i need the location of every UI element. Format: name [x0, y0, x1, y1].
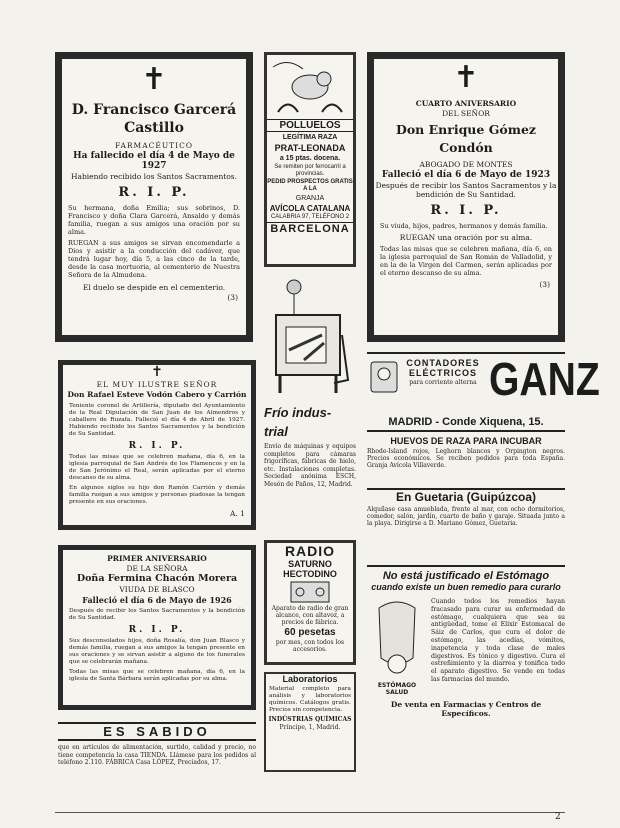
ad-line: PEDID PROSPECTOS GRATIS A LA [267, 179, 353, 192]
obituary-body-3: RUEGAN una oración por su alma. [399, 233, 533, 242]
ad-title: Laboratorios [282, 674, 338, 684]
obituary-role: FARMACÉUTICO [114, 141, 194, 150]
obituary-name: Doña Fermina Chacón Morera [76, 573, 238, 584]
cross-icon: ✝ [151, 364, 163, 380]
polluelos-ad [264, 52, 356, 267]
laboratorios-ad [264, 672, 356, 772]
fridge-illustration [264, 275, 356, 400]
obituary-pre: PRIMER ANIVERSARIO [107, 554, 207, 563]
bottle-icon [369, 598, 425, 678]
ad-body-2: por mes, con todos los accesorios. [275, 639, 345, 653]
obituary-body-3: Todas las misas que se celebren mañana, día 6, en la iglesia de Santa Bárbara serán aplicadas por su alma. [69, 669, 245, 682]
rip-label: R. I. P. [430, 203, 502, 218]
ad-body: Envío de máquinas y equipos completos para cámaras frigoríficas, fábricas de hielo, etc. Instalaciones completas. Sociedad anónima ESCH, Mesón de Paños, 12, Madrid. [264, 443, 356, 488]
obituary-pre: CUARTO ANIVERSARIO [415, 99, 517, 108]
ad-line: PRAT-LEONADA [274, 143, 346, 153]
ad-title: RADIO [284, 543, 336, 559]
ad-line: GRANJA [295, 195, 325, 202]
frio-industrial-ad [264, 402, 356, 537]
obituary-body-2: Sus desconsolados hijos, doña Rosalía, don Juan Blasco y demás familia, ruegan a sus amigos la tengan presente en sus oraciones y se sirvan asistir a alguno de los funerales que se celebrarán mañana. [69, 638, 245, 665]
ad-title: HUEVOS DE RAZA PARA INCUBAR [390, 436, 542, 446]
obituary-sub: ABOGADO DE MONTES [419, 160, 513, 169]
obituary-pre-2: DE LA SEÑORA [126, 564, 188, 573]
obituary-note: El duelo se despide en el cementerio. [82, 283, 226, 292]
ad-title-2: cuando existe un buen remedio para curarlo [371, 582, 561, 592]
ad-line: CALABRIA 97, TELÉFONO 2 [270, 214, 350, 220]
obituary-body: Después de recibir los Santos Sacramentos y la bendición de Su Santidad. [69, 608, 245, 621]
obituary-body-4: Todas las misas que se celebren mañana, día 6, en la iglesia parroquial de San Román de Valladolid, y en la de la Virgen del Carmen, serán aplicadas por el eterno descanso de su alma. [380, 245, 552, 277]
obituary-name: Don Rafael Esteve Vodón Cabero y Carrión [67, 390, 247, 399]
ad-line: ELÉCTRICOS [408, 368, 477, 378]
radio-model: HECTODINO [283, 569, 337, 579]
refrigerator-icon [264, 275, 356, 400]
badge-label-2: SALUD [385, 689, 409, 696]
obituary-body-2: Todas las misas que se celebren mañana, día 6, en la iglesia parroquial de San Andrés de los Flamencos y en la de San Jerónimo el Real, serán aplicadas por el eterno descanso de su alma. [69, 454, 245, 481]
obituary-name: D. Francisco Garcerá Castillo [71, 102, 237, 136]
ad-line: a 15 ptas. docena. [279, 155, 341, 162]
obituary-sacraments: Habiendo recibido los Santos Sacramentos. [70, 172, 238, 181]
ad-city: BARCELONA [267, 222, 353, 235]
ad-line: Se remiten por ferrocarril a provincias. [274, 164, 346, 177]
rip-label: R. I. P. [128, 625, 186, 635]
ad-body: Material completo para análisis y laboratorios químicos. Catálogos gratis. Precios sin competencia. [269, 686, 351, 713]
obituary-chacon [58, 545, 256, 710]
ad-line: CONTADORES [406, 358, 480, 368]
ad-line: AVÍCOLA CATALANA [269, 204, 351, 213]
page-number: 2 [555, 812, 561, 822]
obituary-body: Después de recibir los Santos Sacramentos y la bendición de Su Santidad. [375, 181, 557, 199]
footer-rule [55, 812, 565, 813]
obituary-body: Su hermana, doña Emilia; sus sobrinos, D. Francisco y doña Clara Garcerá, Ansaldo y demás familia, ruegan a sus amigos una oración por su alma. [68, 204, 240, 236]
obituary-died: Ha fallecido el día 4 de Mayo de 1927 [73, 151, 235, 171]
obituary-number: (3) [539, 280, 550, 289]
rip-label: R. I. P. [118, 185, 190, 200]
ad-title: En Guetaria (Guipúzcoa) [395, 490, 536, 504]
obituary-body-2: RUEGAN a sus amigos se sirvan encomendarle a Dios y asistir a la conducción del cadáver, que tendrá lugar hoy, día 5, a las cinco de la tarde, desde la casa mortuoria, al cementerio de Nuestra Señora de la Almudena. [68, 239, 240, 279]
ad-line: LEGÍTIMA RAZA [282, 134, 338, 141]
obituary-name: Don Enrique Gómez Condón [396, 122, 536, 155]
ad-footer: INDÚSTRIAS QUÍMICAS [268, 716, 352, 723]
ad-body: Rhode-Island rojos, Leghorn blancos y Orpington negros. Precios económicos. Se reciben pedidos para toda España. Granja Avícola Villaverde. [367, 448, 565, 469]
obituary-esteve [58, 360, 256, 530]
stomach-remedy-ad [367, 565, 565, 780]
radio-brand: SATURNO [288, 559, 332, 569]
ad-footer: De venta en Farmacias y Centros de Específicos. [390, 700, 542, 718]
huevos-ad [367, 436, 565, 484]
obituary-sub: VIUDA DE BLASCO [119, 585, 195, 594]
obituary-body-3: En algunos siglos su hijo don Ramón Carrión y demás familia ruegan a sus amigos y personas piadosas la tengan presente en sus oraciones. [69, 485, 245, 505]
obituary-died: Falleció el día 6 de Mayo de 1926 [82, 595, 232, 605]
cross-icon: ✝ [141, 62, 167, 97]
chick-illustration [268, 57, 352, 117]
obituary-died: Falleció el día 6 de Mayo de 1923 [381, 170, 551, 180]
ad-title: Frío indus- [264, 405, 332, 420]
radio-ad [264, 540, 356, 665]
ganz-brand: GANZ [489, 353, 600, 405]
radio-price: 60 pesetas [284, 627, 336, 638]
ad-footer-2: Príncipe, 1, Madrid. [279, 724, 341, 731]
obituary-pre-2: DEL SEÑOR [442, 109, 490, 118]
cross-icon: ✝ [453, 60, 479, 95]
ad-line: para corriente alterna [409, 379, 477, 386]
meter-icon [369, 360, 399, 394]
ganz-address: MADRID - Conde Xiquena, 15. [388, 416, 544, 428]
obituary-garcera [55, 52, 253, 342]
ganz-ad [367, 352, 600, 432]
ad-body: Alquílase casa amueblada, frente al mar, con ocho dormitorios, comedor, salón, jardín, cuarto de baño y garaje. Situada junto a la playa. Dirigirse a D. Mariano Gómez, Guetaria. [367, 506, 565, 527]
obituary-title: EL MUY ILUSTRE SEÑOR [96, 380, 218, 389]
ad-title: POLLUELOS [267, 119, 353, 132]
ad-body: Aparato de radio de gran alcance, con altavoz, a precios de fábrica. [271, 605, 349, 626]
ad-title: No está justificado el Estómago [382, 570, 550, 582]
obituary-gomez [367, 52, 565, 342]
remedy-illustration [367, 598, 427, 696]
obituary-number: A. 1 [230, 509, 245, 518]
radio-icon [290, 581, 330, 603]
es-sabido-ad [58, 722, 256, 782]
ad-body: Cuando todos los remedios hayan fracasado para curar su enfermedad de estómago, cualquiera que sea su antigüedad, tome el Elixir Estomacal de Sáiz de Carlos, que cura el dolor de estómago, las acedías, vómitos, inapetencia y toda clase de males digestivos. Es tónico y digestivo. Cura el estreñimiento y la diarrea y tonifica todo el aparato digestivo. Se vende en todas las farmacias del mundo. [431, 598, 565, 683]
obituary-body: Teniente coronel de Artillería, diputado del Ayuntamiento de la Real Diputación de San Juan de los Almendros y caballero de Ruzafa. Falleció el día 4 de Abril de 1927. Habiendo recibido los Santos Sacramentos y la bendición de Su Santidad. [69, 403, 245, 437]
obituary-number: (3) [227, 293, 238, 302]
rip-label: R. I. P. [128, 441, 186, 451]
ad-title: ES SABIDO [58, 722, 256, 741]
guetaria-ad [367, 488, 565, 560]
ad-body: que en artículos de alimentación, surtido, calidad y precio, no tiene competencia la casa TIENDA. Llámese para los pedidos al teléfono 2.110. FÁBRICA Casa LÓPEZ, Preciados, 17. [58, 744, 256, 766]
obituary-body-2: Su viuda, hijos, padres, hermanos y demás familia. [380, 222, 548, 230]
badge-label: ESTÓMAGO [377, 682, 417, 689]
ad-title-2: trial [264, 424, 288, 439]
